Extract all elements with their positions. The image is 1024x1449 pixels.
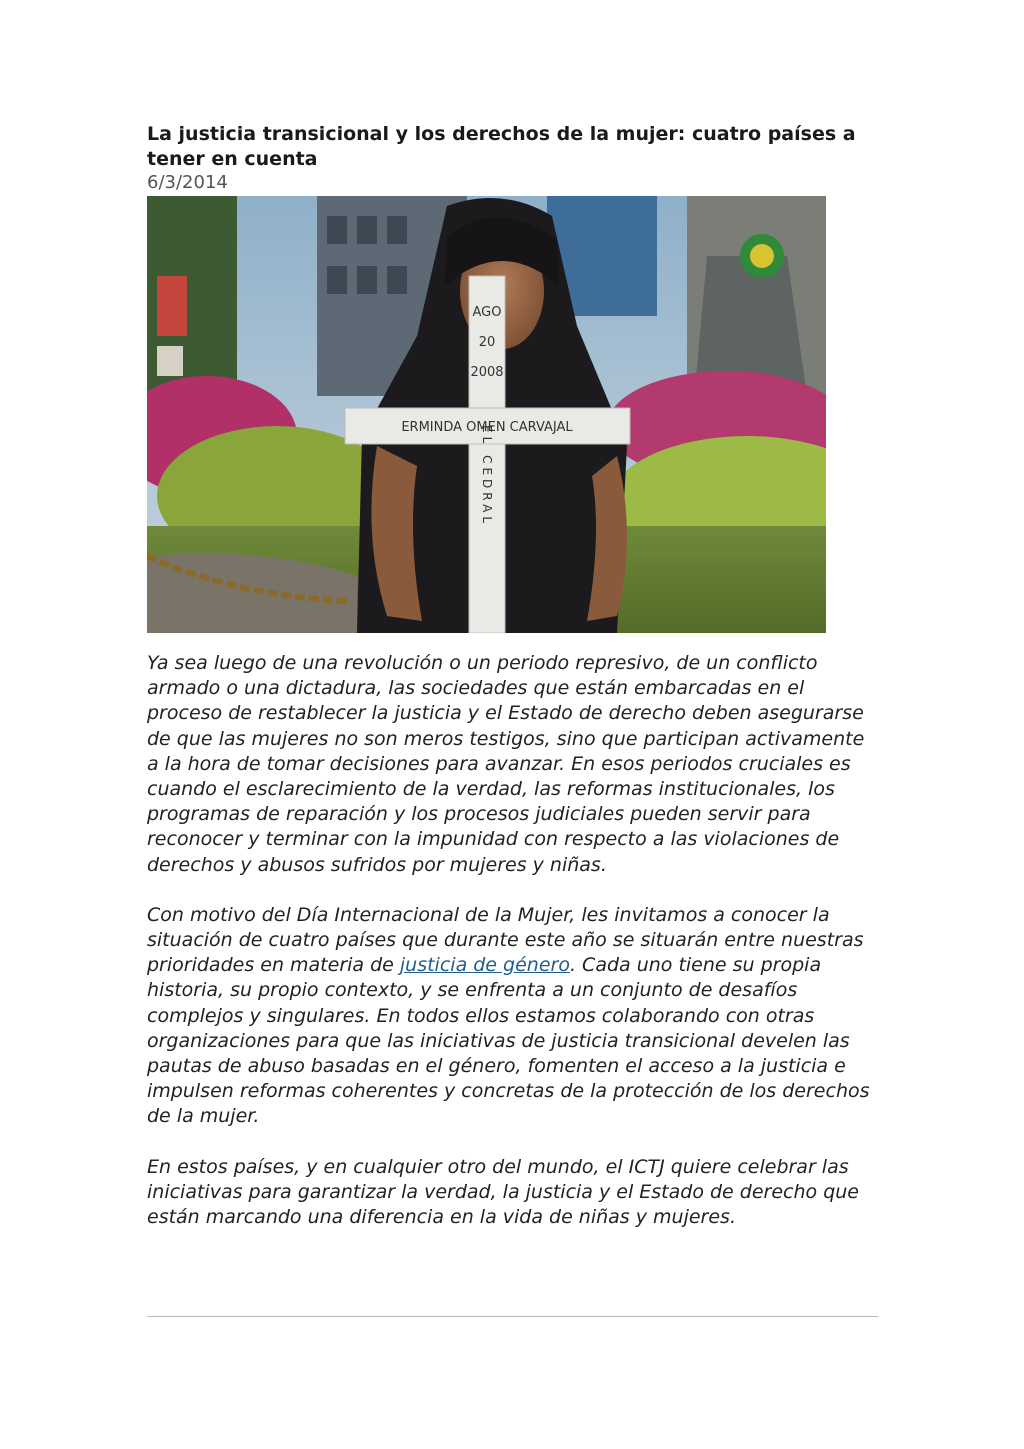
- article-body: [147, 651, 879, 1230]
- photo-illustration: [147, 196, 826, 633]
- paragraph-3: En estos países, y en cualquier otro del mundo, el ICTJ quiere celebrar las iniciativas para garantizar la verdad, la justicia y el Estado de derecho que están marcando una diferencia en la vida de niñas y mujeres.: [147, 1155, 859, 1229]
- gender-justice-link[interactable]: justicia de género: [399, 954, 570, 977]
- cross-day-text: 20: [478, 335, 496, 350]
- footer-divider: [147, 1316, 878, 1317]
- cross-name-text: ERMINDA OMEN CARVAJAL: [401, 420, 573, 435]
- cross-month-text: AGO: [472, 305, 502, 320]
- article-photo: [147, 196, 826, 633]
- paragraph-1: Ya sea luego de una revolución o un periodo represivo, de un conflicto armado o una dictadura, las sociedades que están embarcadas en el proceso de restablecer la justicia y el Estado de derecho deben asegurarse de que las mujeres no son meros testigos, sino que participan activamente a la hora de tomar decisiones para avanzar. En esos periodos cruciales es cuando el esclarecimiento de la verdad, las reformas institucionales, los programas de reparación y los procesos judiciales pueden servir para reconocer y terminar con la impunidad con respecto a las violaciones de derechos y abusos sufridos por mujeres y niñas.: [147, 652, 865, 876]
- paragraph-2-text-after: . Cada uno tiene su propia historia, su propio contexto, y se enfrenta a un conjunto de desafíos complejos y singulares. En todos ellos estamos colaborando con otras organizaciones para que las iniciativas de justicia transicional develen las pautas de abuso basadas en el género, fomenten el acceso a la justicia e impulsen reformas coherentes y concretas de la protección de los derechos de la mujer.: [147, 954, 870, 1128]
- cross-year-text: 2008: [470, 365, 504, 380]
- article-date: 6/3/2014: [147, 172, 228, 193]
- article-title: La justicia transicional y los derechos de la mujer: cuatro países a tener en cuenta: [147, 123, 856, 170]
- article: [147, 122, 879, 1255]
- paragraph-2-text-before: Con motivo del Día Internacional de la Mujer, les invitamos a conocer la situación de cuatro países que durante este año se situarán entre nuestras prioridades en materia de: [147, 903, 864, 977]
- cross-place-text: EL CEDRAL: [480, 424, 494, 528]
- paragraph-2: [147, 903, 879, 1130]
